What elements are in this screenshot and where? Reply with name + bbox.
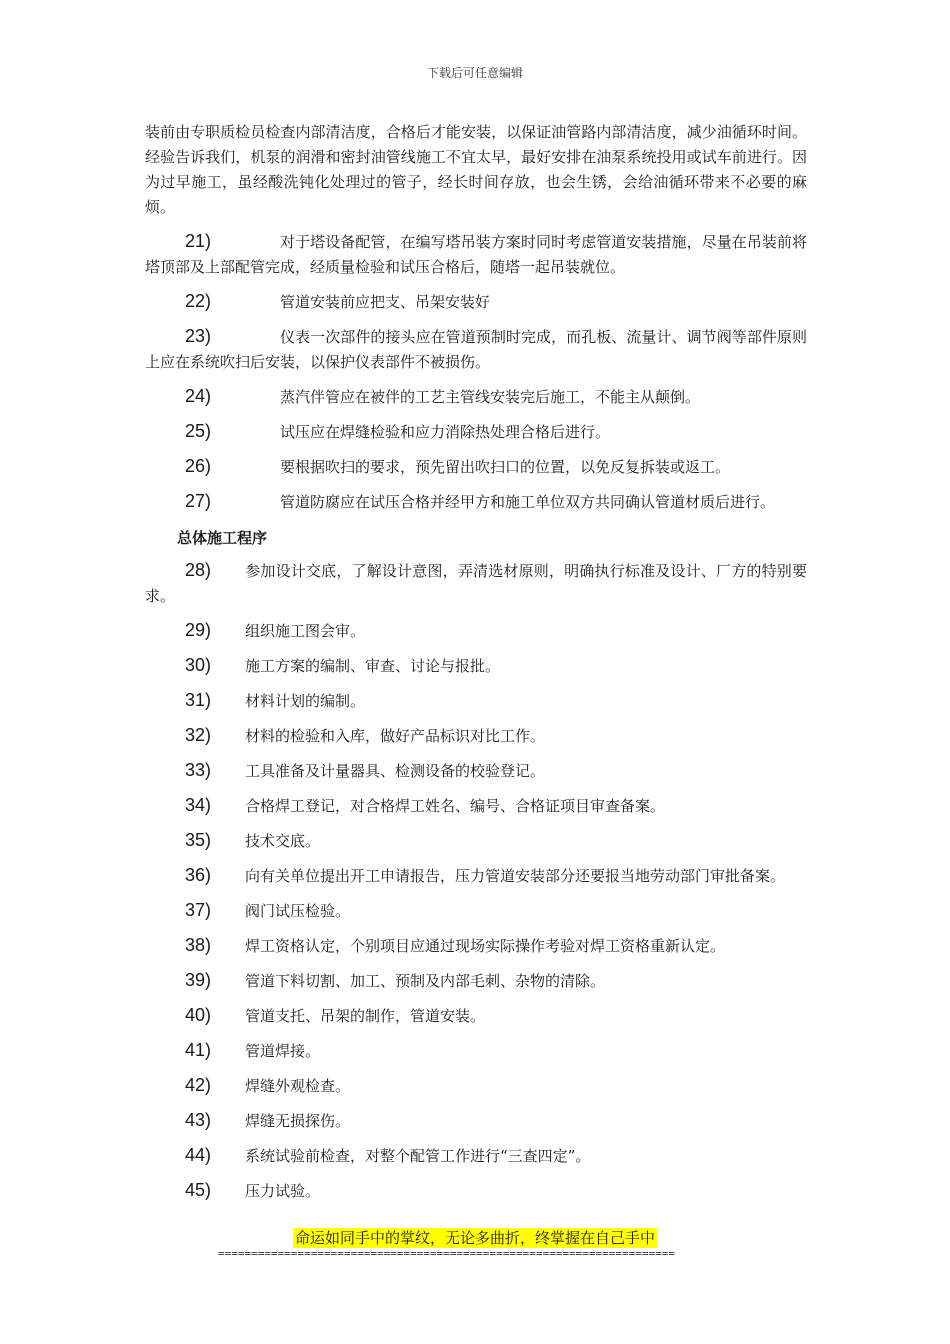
list-item (145, 863, 807, 889)
list-item (145, 489, 807, 515)
item-number: 27) (185, 491, 212, 511)
footer-motto-text: 命运如同手中的掌纹，无论多曲折，终掌握在自己手中 (294, 1229, 655, 1247)
item-number: 26) (185, 456, 212, 476)
item-number: 28) (185, 560, 212, 580)
list-item (145, 898, 807, 924)
page-header: 下载后可任意编辑 (426, 66, 523, 80)
item-text: 要根据吹扫的要求，预先留出吹扫口的位置，以免反复拆装或返工。 (280, 458, 731, 476)
list-item (145, 758, 807, 784)
list-item (145, 289, 807, 315)
item-text: 系统试验前检查，对整个配管工作进行“三查四定”。 (245, 1147, 591, 1165)
list-item (145, 229, 807, 280)
item-text: 试压应在焊缝检验和应力消除热处理合格后进行。 (280, 423, 611, 441)
item-text: 阀门试压检验。 (245, 902, 351, 920)
list-item (145, 723, 807, 749)
item-text: 焊缝无损探伤。 (245, 1112, 351, 1130)
item-text: 管道防腐应在试压合格并经甲方和施工单位双方共同确认管道材质后进行。 (280, 493, 776, 511)
list-item (145, 828, 807, 854)
item-number: 35) (185, 830, 212, 850)
item-text: 合格焊工登记，对合格焊工姓名、编号、合格证项目审查备案。 (245, 797, 666, 815)
item-text: 材料计划的编制。 (245, 692, 366, 710)
list-item (145, 454, 807, 480)
list-item (145, 1178, 807, 1204)
list-item (145, 968, 807, 994)
list-item (145, 384, 807, 410)
item-number: 45) (185, 1180, 212, 1200)
list-item (145, 618, 807, 644)
item-number: 37) (185, 900, 212, 920)
item-number: 44) (185, 1145, 212, 1165)
document-body (145, 120, 807, 1204)
item-number: 23) (185, 326, 212, 346)
footer-motto (0, 1227, 950, 1248)
item-list-b (145, 558, 807, 1204)
item-number: 34) (185, 795, 212, 815)
item-text: 蒸汽伴管应在被伴的工艺主管线安装完后施工，不能主从颠倒。 (280, 388, 701, 406)
item-text: 材料的检验和入库，做好产品标识对比工作。 (245, 727, 546, 745)
item-text: 技术交底。 (245, 832, 321, 850)
list-item (145, 1108, 807, 1134)
item-text: 工具准备及计量器具、检测设备的校验登记。 (245, 762, 546, 780)
item-number: 36) (185, 865, 212, 885)
item-text: 施工方案的编制、审查、讨论与报批。 (245, 657, 501, 675)
item-number: 40) (185, 1005, 212, 1025)
list-item (145, 688, 807, 714)
list-item (145, 933, 807, 959)
intro-paragraph: 装前由专职质检员检查内部清洁度，合格后才能安装，以保证油管路内部清洁度，减少油循环时间。经验告诉我们，机泵的润滑和密封油管线施工不宜太早，最好安排在油泵系统投用或试车前进行。因为过早施工，虽经酸洗钝化处理过的管子，经长时间存放，也会生锈，会给油循环带来不必要的麻烦。 (145, 123, 807, 216)
item-number: 31) (185, 690, 212, 710)
list-item (145, 1003, 807, 1029)
item-number: 22) (185, 291, 212, 311)
item-number: 30) (185, 655, 212, 675)
item-text: 参加设计交底，了解设计意图，弄清选材原则，明确执行标准及设计、厂方的特别要求。 (145, 562, 807, 605)
footer-divider: ===================================================================== (218, 1247, 675, 1260)
item-text: 管道下料切割、加工、预制及内部毛刺、杂物的清除。 (245, 972, 606, 990)
item-text: 压力试验。 (245, 1182, 321, 1200)
item-number: 24) (185, 386, 212, 406)
section-heading: 总体施工程序 (177, 529, 268, 547)
list-item (145, 419, 807, 445)
item-text: 焊工资格认定，个别项目应通过现场实际操作考验对焊工资格重新认定。 (245, 937, 726, 955)
list-item (145, 558, 807, 609)
item-number: 21) (185, 231, 212, 251)
item-number: 38) (185, 935, 212, 955)
item-text: 管道焊接。 (245, 1042, 321, 1060)
item-text: 仪表一次部件的接头应在管道预制时完成，而孔板、流量计、调节阀等部件原则上应在系统吹扫后安装，以保护仪表部件不被损伤。 (145, 328, 807, 371)
item-number: 25) (185, 421, 212, 441)
item-text: 焊缝外观检查。 (245, 1077, 351, 1095)
list-item (145, 653, 807, 679)
item-text: 管道安装前应把支、吊架安装好 (280, 293, 491, 311)
item-number: 29) (185, 620, 212, 640)
item-number: 32) (185, 725, 212, 745)
item-number: 42) (185, 1075, 212, 1095)
list-item (145, 324, 807, 375)
item-number: 43) (185, 1110, 212, 1130)
item-text: 对于塔设备配管，在编写塔吊装方案时同时考虑管道安装措施，尽量在吊装前将塔顶部及上部配管完成，经质量检验和试压合格后，随塔一起吊装就位。 (145, 233, 807, 276)
list-item (145, 1143, 807, 1169)
item-number: 41) (185, 1040, 212, 1060)
list-item (145, 1073, 807, 1099)
item-number: 33) (185, 760, 212, 780)
item-text: 组织施工图会审。 (245, 622, 366, 640)
item-number: 39) (185, 970, 212, 990)
item-text: 向有关单位提出开工申请报告，压力管道安装部分还要报当地劳动部门审批备案。 (245, 867, 786, 885)
item-list-a (145, 229, 807, 515)
list-item (145, 793, 807, 819)
list-item (145, 1038, 807, 1064)
item-text: 管道支托、吊架的制作，管道安装。 (245, 1007, 486, 1025)
